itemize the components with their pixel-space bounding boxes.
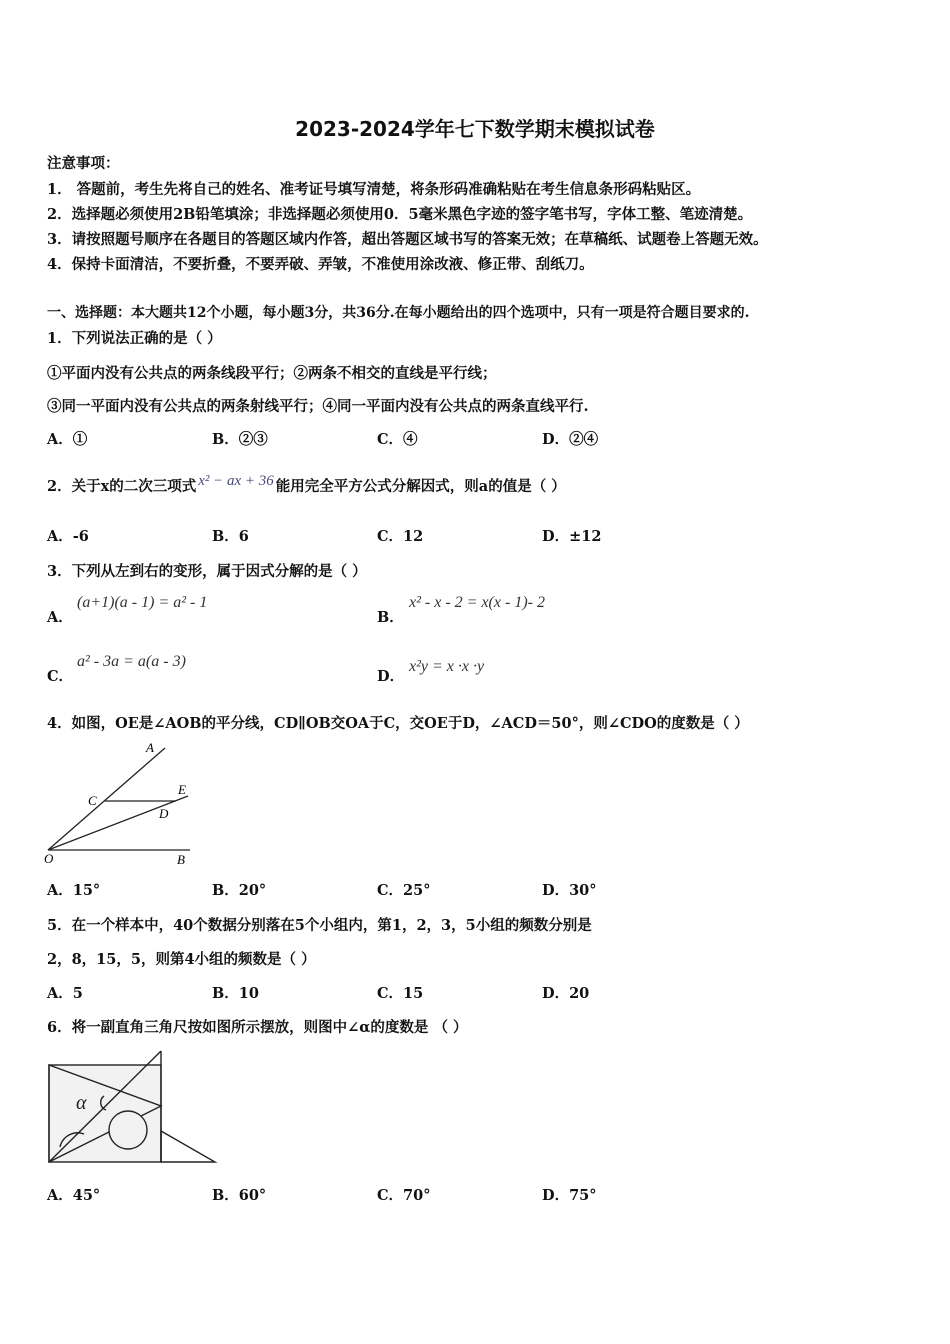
q1-option-a[interactable]: A．① xyxy=(47,431,88,448)
q5-line2: 2，8，15，5，则第4小组的频数是（ ） xyxy=(47,951,316,968)
q6-circle xyxy=(109,1111,147,1149)
q6-option-c[interactable]: C．70° xyxy=(377,1187,431,1204)
q3-option-c-expr: a² - 3a = a(a - 3) xyxy=(77,653,186,670)
q5-option-a[interactable]: A．5 xyxy=(47,985,83,1002)
notes-heading: 注意事项： xyxy=(47,155,120,172)
q1-stem: 1．下列说法正确的是（ ） xyxy=(47,330,222,347)
q3-option-d-expr: x²y = x ·x ·y xyxy=(409,658,485,675)
q6-small-triangle xyxy=(161,1131,215,1162)
q3-option-a-label[interactable]: A． xyxy=(47,609,73,626)
q5-option-c[interactable]: C．15 xyxy=(377,985,424,1002)
q4-ray-oe xyxy=(48,796,188,850)
q4-option-b[interactable]: B．20° xyxy=(212,882,267,899)
note-item-4: 4．保持卡面清洁，不要折叠，不要弄破、弄皱，不准使用涂改液、修正带、刮纸刀。 xyxy=(47,256,594,273)
q4-option-c[interactable]: C．25° xyxy=(377,882,431,899)
q1-option-c[interactable]: C．④ xyxy=(377,431,418,448)
q5-option-b[interactable]: B．10 xyxy=(212,985,259,1002)
q3-option-d-label[interactable]: D． xyxy=(377,668,405,685)
q1-line2: ①平面内没有公共点的两条线段平行；②两条不相交的直线是平行线； xyxy=(47,365,497,382)
q3-stem: 3．下列从左到右的变形，属于因式分解的是（ ） xyxy=(47,563,367,580)
q3-option-c-label[interactable]: C． xyxy=(47,668,74,685)
q4-label-d: D xyxy=(159,806,169,821)
q6-option-b[interactable]: B．60° xyxy=(212,1187,267,1204)
section-heading: 一、选择题：本大题共12个小题，每小题3分，共36分.在每小题给出的四个选项中，只有一项是符合题目要求的. xyxy=(47,305,750,321)
q2-option-d[interactable]: D．±12 xyxy=(542,528,602,545)
q2-option-b[interactable]: B．6 xyxy=(212,528,249,545)
q6-square xyxy=(49,1065,161,1162)
q6-option-d[interactable]: D．75° xyxy=(542,1187,597,1204)
q2-stem xyxy=(47,475,566,496)
q6-option-a[interactable]: A．45° xyxy=(47,1187,101,1204)
q5-option-d[interactable]: D．20 xyxy=(542,985,590,1002)
q2-stem-post: 能用完全平方公式分解因式，则a的值是（ ） xyxy=(275,478,566,495)
q4-figure xyxy=(40,738,200,868)
q4-label-b: B xyxy=(177,852,185,867)
q4-ray-oa xyxy=(48,748,165,850)
q1-option-b[interactable]: B．②③ xyxy=(212,431,268,448)
page-title: 2023-2024学年七下数学期末模拟试卷 xyxy=(295,117,655,141)
q3-option-b-expr: x² - x - 2 = x(x - 1)- 2 xyxy=(409,594,545,611)
note-item-2: 2．选择题必须使用2B铅笔填涂；非选择题必须使用0．5毫米黑色字迹的签字笔书写，字体工整、笔迹清楚。 xyxy=(47,206,753,223)
q4-label-o: O xyxy=(44,851,54,866)
q5-line1: 5．在一个样本中，40个数据分别落在5个小组内，第1，2，3，5小组的频数分别是 xyxy=(47,917,592,934)
q6-stem: 6．将一副直角三角尺按如图所示摆放，则图中∠α的度数是 （ ） xyxy=(47,1019,468,1036)
q4-stem: 4．如图，OE是∠AOB的平分线，CD∥OB交OA于C，交OE于D，∠ACD＝50°，则∠CDO的度数是（ ） xyxy=(47,715,749,732)
q1-option-d[interactable]: D．②④ xyxy=(542,431,599,448)
q3-option-b-label[interactable]: B． xyxy=(377,609,404,626)
q4-option-d[interactable]: D．30° xyxy=(542,882,597,899)
q6-alpha-label: α xyxy=(76,1092,87,1114)
note-item-1: 1． 答题前，考生先将自己的姓名、准考证号填写清楚，将条形码准确粘贴在考生信息条形码粘贴区。 xyxy=(47,181,701,198)
q2-stem-pre: 2．关于x的二次三项式 xyxy=(47,478,197,495)
q4-option-a[interactable]: A．15° xyxy=(47,882,101,899)
note-item-3: 3．请按照题号顺序在各题目的答题区域内作答，超出答题区域书写的答案无效；在草稿纸、试题卷上答题无效。 xyxy=(47,231,768,248)
q1-line3: ③同一平面内没有公共点的两条射线平行；④同一平面内没有公共点的两条直线平行. xyxy=(47,398,589,415)
q2-expression: x² − ax + 36 xyxy=(198,473,274,489)
q4-label-c: C xyxy=(88,793,97,808)
q6-figure xyxy=(40,1048,225,1173)
q2-option-a[interactable]: A．-6 xyxy=(47,528,89,545)
q4-label-e: E xyxy=(178,782,186,797)
q3-option-a-expr: (a+1)(a - 1) = a² - 1 xyxy=(77,594,208,611)
q4-label-a: A xyxy=(146,740,154,755)
q2-option-c[interactable]: C．12 xyxy=(377,528,424,545)
